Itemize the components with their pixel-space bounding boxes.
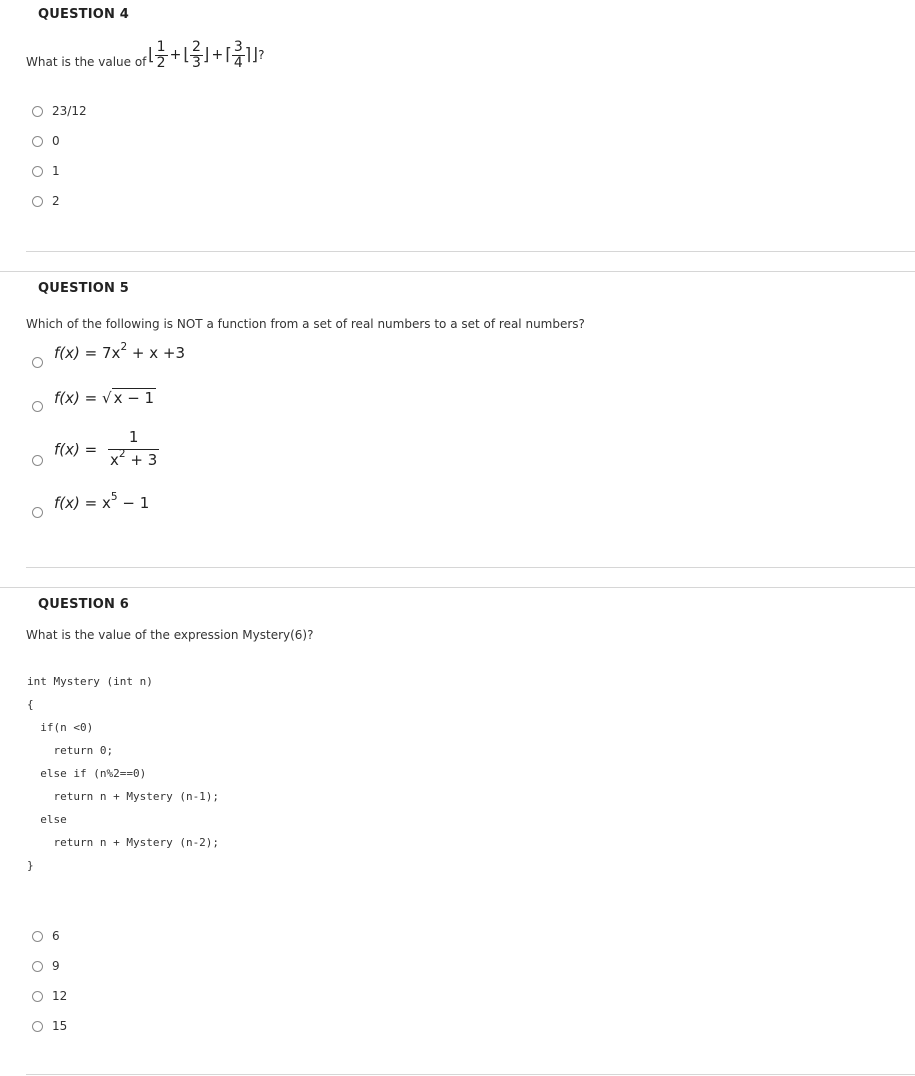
reciprocal-fraction: $\frac{1}{x^2 + 3}$	[110, 428, 158, 469]
code-line-7: else	[27, 813, 67, 826]
question-6-option-2-radio[interactable]	[32, 961, 43, 972]
plus-sign: +	[169, 47, 182, 64]
question-4-option-3-label[interactable]: 1	[52, 164, 60, 178]
code-line-1: int Mystery (int n)	[27, 675, 153, 688]
square-root-sign: √	[102, 389, 112, 407]
question-5-option-3-radio[interactable]	[32, 455, 43, 466]
question-6-option-1-label[interactable]: 6	[52, 929, 60, 943]
question-6-option-3-label[interactable]: 12	[52, 989, 68, 1003]
question-5-top-divider	[0, 271, 915, 272]
question-4-option-1-radio[interactable]	[32, 106, 43, 117]
code-line-9: }	[27, 859, 34, 872]
floor-ceiling-expression	[148, 40, 264, 70]
question-5-option-3-formula[interactable]: f(x) = $\frac{1}{x^2 + 3}$	[54, 428, 158, 469]
square-root-radicand: x − 1	[113, 389, 155, 407]
question-4-option-2-label[interactable]: 0	[52, 134, 60, 148]
code-line-4: return 0;	[27, 744, 114, 757]
question-5-bottom-divider	[26, 567, 915, 568]
question-4-bottom-divider	[26, 251, 915, 252]
question-4-prompt: What is the value of	[26, 55, 147, 69]
fraction-three-quarters: $\frac{3}{4}$	[233, 39, 243, 71]
code-line-2: {	[27, 698, 34, 711]
question-4-option-4-label[interactable]: 2	[52, 194, 60, 208]
question-6-option-2-label[interactable]: 9	[52, 959, 60, 973]
question-6-option-3-radio[interactable]	[32, 991, 43, 1002]
question-4-option-4-radio[interactable]	[32, 196, 43, 207]
question-5-option-2-radio[interactable]	[32, 401, 43, 412]
question-5-option-2-formula[interactable]: f(x) = √ x − 1	[54, 389, 155, 407]
question-6-option-4-label[interactable]: 15	[52, 1019, 68, 1033]
question-mark: ?	[258, 48, 265, 63]
question-4-option-3-radio[interactable]	[32, 166, 43, 177]
question-6-prompt: What is the value of the expression Mystery(6)?	[26, 628, 314, 642]
ceiling-right-bracket: ⌉	[244, 45, 252, 66]
floor-right-bracket: ⌋	[202, 45, 210, 66]
question-4-option-2-radio[interactable]	[32, 136, 43, 147]
question-5-title: QUESTION 5	[38, 281, 130, 296]
floor-right-bracket: ⌋	[251, 45, 259, 66]
question-6-option-4-radio[interactable]	[32, 1021, 43, 1032]
question-6-bottom-divider	[26, 1074, 915, 1075]
code-line-5: else if (n%2==0)	[27, 767, 147, 780]
fraction-one-half: $\frac{1}{2}$	[156, 39, 166, 71]
plus-sign: +	[211, 47, 224, 64]
floor-left-bracket: ⌊	[148, 45, 155, 66]
question-5-prompt: Which of the following is NOT a function from a set of real numbers to a set of real numbers?	[26, 317, 585, 331]
fraction-two-thirds: $\frac{2}{3}$	[191, 39, 201, 71]
question-5-option-1-radio[interactable]	[32, 357, 43, 368]
code-line-8: return n + Mystery (n-2);	[27, 836, 220, 849]
question-6-top-divider	[0, 587, 915, 588]
question-4-title: QUESTION 4	[38, 7, 130, 22]
question-6-title: QUESTION 6	[38, 597, 130, 612]
ceiling-left-bracket: ⌈	[225, 45, 232, 66]
question-4-option-1-label[interactable]: 23/12	[52, 104, 87, 118]
question-5-option-1-formula[interactable]: $f(x) = 7x^2 + x +3$	[54, 341, 185, 362]
question-6-option-1-radio[interactable]	[32, 931, 43, 942]
floor-left-bracket: ⌊	[183, 45, 190, 66]
question-5-option-4-radio[interactable]	[32, 507, 43, 518]
code-line-6: return n + Mystery (n-1);	[27, 790, 220, 803]
code-line-3: if(n <0)	[27, 721, 94, 734]
question-5-option-4-formula[interactable]: $f(x) = x^5 - 1$	[54, 491, 150, 512]
